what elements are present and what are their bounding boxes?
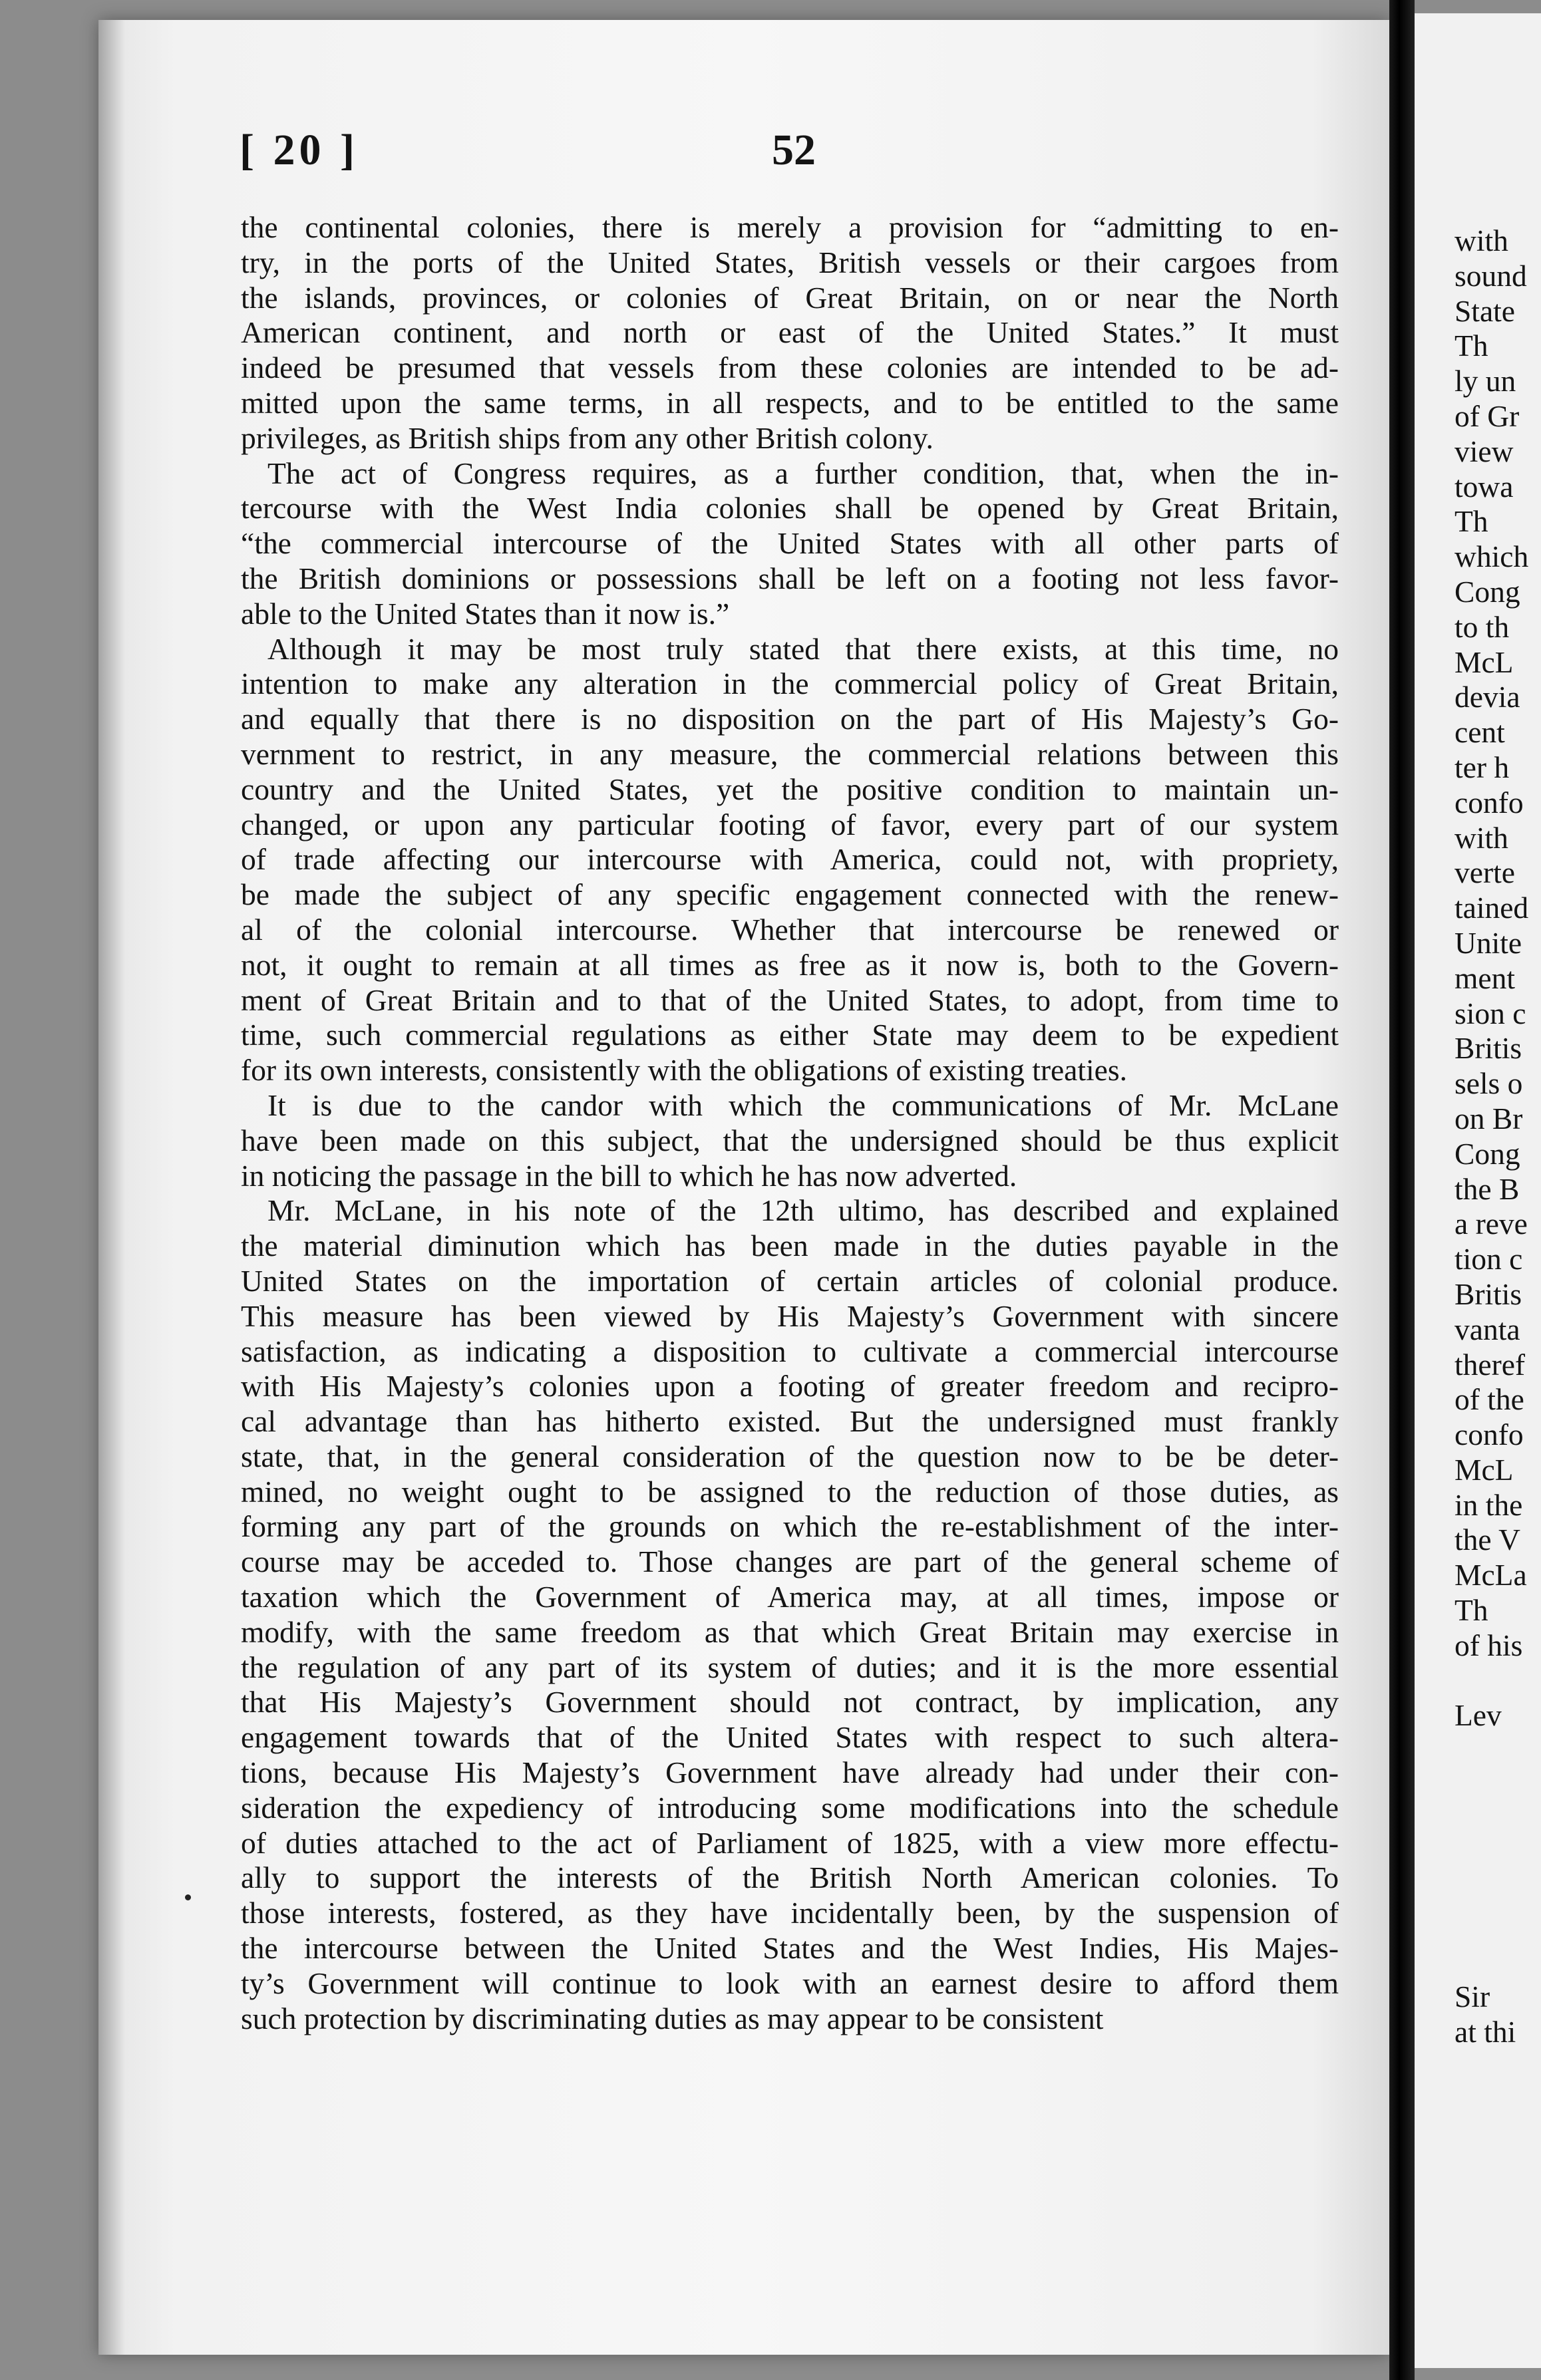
original-page-number: [ 20 ] — [240, 126, 359, 174]
right-page-line: Cong — [1455, 574, 1520, 609]
right-page-line: in the — [1455, 1487, 1523, 1522]
right-page-line: confo — [1455, 785, 1524, 819]
right-page-line: sound — [1455, 258, 1527, 293]
right-page-line: to th — [1455, 609, 1510, 644]
right-page-line: Lev — [1455, 1698, 1502, 1733]
text-line: mitted upon the same terms, in all respects, and to be entitled to the same — [241, 385, 1339, 420]
right-page-line: of his — [1455, 1628, 1523, 1662]
text-line: intention to make any alteration in the commercial policy of Great Britain, — [241, 667, 1339, 701]
right-page-line: ment — [1455, 961, 1515, 995]
text-line: This measure has been viewed by His Majesty’s Government with sincere — [241, 1298, 1339, 1333]
text-line: al of the colonial intercourse. Whether that intercourse be renewed or — [241, 912, 1339, 947]
text-line: sideration the expediency of introducing some modifications into the schedule — [241, 1790, 1339, 1825]
right-page-line — [1455, 1804, 1528, 1839]
text-line: changed, or upon any particular footing of favor, every part of our system — [241, 807, 1339, 841]
right-page-line: tained — [1455, 891, 1529, 925]
text-line: have been made on this subject, that the undersigned should be thus explicit — [241, 1123, 1339, 1157]
page-number: 52 — [772, 126, 816, 174]
right-page-line: vanta — [1455, 1312, 1520, 1346]
right-page-line: view — [1455, 434, 1514, 468]
right-page-line: of the — [1455, 1382, 1524, 1417]
text-line: the regulation of any part of its system of duties; and it is the more essential — [241, 1650, 1339, 1684]
text-line: time, such commercial regulations as either State may deem to be expedient — [241, 1018, 1339, 1052]
right-page-line: sion c — [1455, 996, 1526, 1030]
text-line: taxation which the Government of America may, at all times, impose or — [241, 1580, 1339, 1614]
right-page-line: Th — [1455, 504, 1488, 539]
right-page-line: Britis — [1455, 1276, 1522, 1311]
right-page-line — [1455, 1944, 1528, 1980]
text-line: for its own interests, consistently with the obligations of existing treaties. — [241, 1053, 1127, 1088]
text-line: and equally that there is no disposition on the part of His Majesty’s Go- — [241, 702, 1339, 736]
right-page-line: McLa — [1455, 1558, 1527, 1592]
text-line: mined, no weight ought to be assigned to the reduction of those duties, as — [241, 1474, 1339, 1509]
text-line: those interests, fostered, as they have incidentally been, by the suspension of — [241, 1896, 1339, 1930]
right-page-line: towa — [1455, 469, 1514, 504]
text-line: vernment to restrict, in any measure, the commercial relations between this — [241, 736, 1339, 771]
text-line: Mr. McLane, in his note of the 12th ultimo, has described and explained — [267, 1193, 1339, 1228]
right-page-line: McL — [1455, 645, 1514, 679]
right-page-line: Th — [1455, 329, 1488, 363]
right-page-line: Cong — [1455, 1136, 1520, 1171]
right-page-text — [1455, 223, 1528, 2049]
text-line: ally to support the interests of the British North American colonies. To — [241, 1860, 1339, 1895]
text-line: tions, because His Majesty’s Government have already had under their con- — [241, 1755, 1339, 1790]
right-page-line: McL — [1455, 1452, 1514, 1487]
text-line: United States on the importation of certain articles of colonial produce. — [241, 1263, 1339, 1298]
text-line: indeed be presumed that vessels from these colonies are intended to be ad- — [241, 351, 1339, 385]
page-header — [240, 125, 1371, 185]
text-line: ty’s Government will continue to look with an earnest desire to afford them — [241, 1966, 1339, 2000]
right-page-line: State — [1455, 293, 1515, 328]
text-line: try, in the ports of the United States, British vessels or their cargoes from — [241, 245, 1339, 279]
text-line: the intercourse between the United States and the West Indies, His Majes- — [241, 1931, 1339, 1966]
book-gutter — [1389, 0, 1415, 2380]
text-line: Although it may be most truly stated that there exists, at this time, no — [267, 631, 1339, 666]
text-line: of trade affecting our intercourse with America, could not, with propriety, — [241, 842, 1339, 877]
text-line: country and the United States, yet the positive condition to maintain un- — [241, 772, 1339, 806]
right-page-line: on Br — [1455, 1101, 1523, 1135]
right-page-line: Unite — [1455, 925, 1522, 960]
body-text — [241, 210, 1339, 2036]
right-page-line: with — [1455, 820, 1508, 855]
right-page-line: the B — [1455, 1171, 1520, 1206]
text-line: forming any part of the grounds on which the re-establishment of the inter- — [241, 1509, 1339, 1544]
right-page-line: theref — [1455, 1347, 1526, 1382]
page-edge-shadow — [98, 20, 125, 2355]
right-page-line — [1455, 1733, 1528, 1769]
margin-mark — [185, 1894, 191, 1900]
right-page-fragment — [1415, 13, 1541, 2368]
text-line: course may be acceded to. Those changes are part of the general scheme of — [241, 1545, 1339, 1579]
right-page-line: Th — [1455, 1593, 1488, 1628]
text-line: engagement towards that of the United States with respect to such altera- — [241, 1720, 1339, 1755]
right-page-line: confo — [1455, 1417, 1524, 1452]
right-page-line: a reve — [1455, 1207, 1528, 1241]
text-line: state, that, in the general consideration of the question now to be be deter- — [241, 1439, 1339, 1473]
right-page-line: with — [1455, 223, 1508, 257]
right-page-line — [1455, 1664, 1528, 1699]
text-line: not, it ought to remain at all times as free as it now is, both to the Govern- — [241, 947, 1339, 982]
text-line: of duties attached to the act of Parliament of 1825, with a view more effectu- — [241, 1825, 1339, 1860]
text-line: the material diminution which has been made in the duties payable in the — [241, 1229, 1339, 1263]
right-page-line: ly un — [1455, 364, 1516, 398]
right-page-line — [1455, 1839, 1528, 1874]
right-page-line: the V — [1455, 1523, 1520, 1557]
right-page-line: Sir — [1455, 1979, 1490, 2013]
text-line: The act of Congress requires, as a further condition, that, when the in- — [267, 456, 1339, 490]
text-line: ment of Great Britain and to that of the United States, to adopt, from time to — [241, 982, 1339, 1017]
right-page-line — [1455, 1909, 1528, 1944]
text-line: the islands, provinces, or colonies of Great Britain, on or near the North — [241, 280, 1339, 315]
right-page-line: tion c — [1455, 1242, 1523, 1276]
right-page-line — [1455, 1874, 1528, 1909]
right-page-line: which — [1455, 539, 1529, 574]
right-page-line: Britis — [1455, 1031, 1522, 1066]
text-line: with His Majesty’s colonies upon a footing of greater freedom and recipro- — [241, 1369, 1339, 1404]
right-page-line: at thi — [1455, 2014, 1516, 2049]
text-line: able to the United States than it now is.” — [241, 596, 730, 631]
text-line: “the commercial intercourse of the United States with all other parts of — [241, 526, 1339, 561]
right-page-line: of Gr — [1455, 398, 1520, 433]
text-line: the British dominions or possessions shall be left on a footing not less favor- — [241, 561, 1339, 595]
right-page-line — [1455, 1769, 1528, 1804]
right-page-line: cent — [1455, 715, 1505, 750]
text-line: tercourse with the West India colonies shall be opened by Great Britain, — [241, 491, 1339, 525]
right-page-line: ter h — [1455, 750, 1510, 784]
right-page-line: sels o — [1455, 1066, 1523, 1101]
text-line: such protection by discriminating duties as may appear to be consistent — [241, 2001, 1104, 2035]
text-line: in noticing the passage in the bill to which he has now adverted. — [241, 1158, 1017, 1193]
text-line: cal advantage than has hitherto existed. But the undersigned must frankly — [241, 1404, 1339, 1439]
text-line: satisfaction, as indicating a disposition to cultivate a commercial intercourse — [241, 1334, 1339, 1368]
text-line: the continental colonies, there is merely a provision for “admitting to en- — [241, 210, 1339, 244]
right-page-line: devia — [1455, 680, 1520, 714]
text-line: modify, with the same freedom as that which Great Britain may exercise in — [241, 1614, 1339, 1649]
text-line: be made the subject of any specific engagement connected with the renew- — [241, 877, 1339, 912]
text-line: that His Majesty’s Government should not contract, by implication, any — [241, 1685, 1339, 1719]
right-page-line: verte — [1455, 855, 1515, 890]
text-line: privileges, as British ships from any other British colony. — [241, 420, 934, 455]
text-line: American continent, and north or east of the United States.” It must — [241, 315, 1339, 350]
text-line: It is due to the candor with which the communications of Mr. McLane — [267, 1088, 1339, 1122]
